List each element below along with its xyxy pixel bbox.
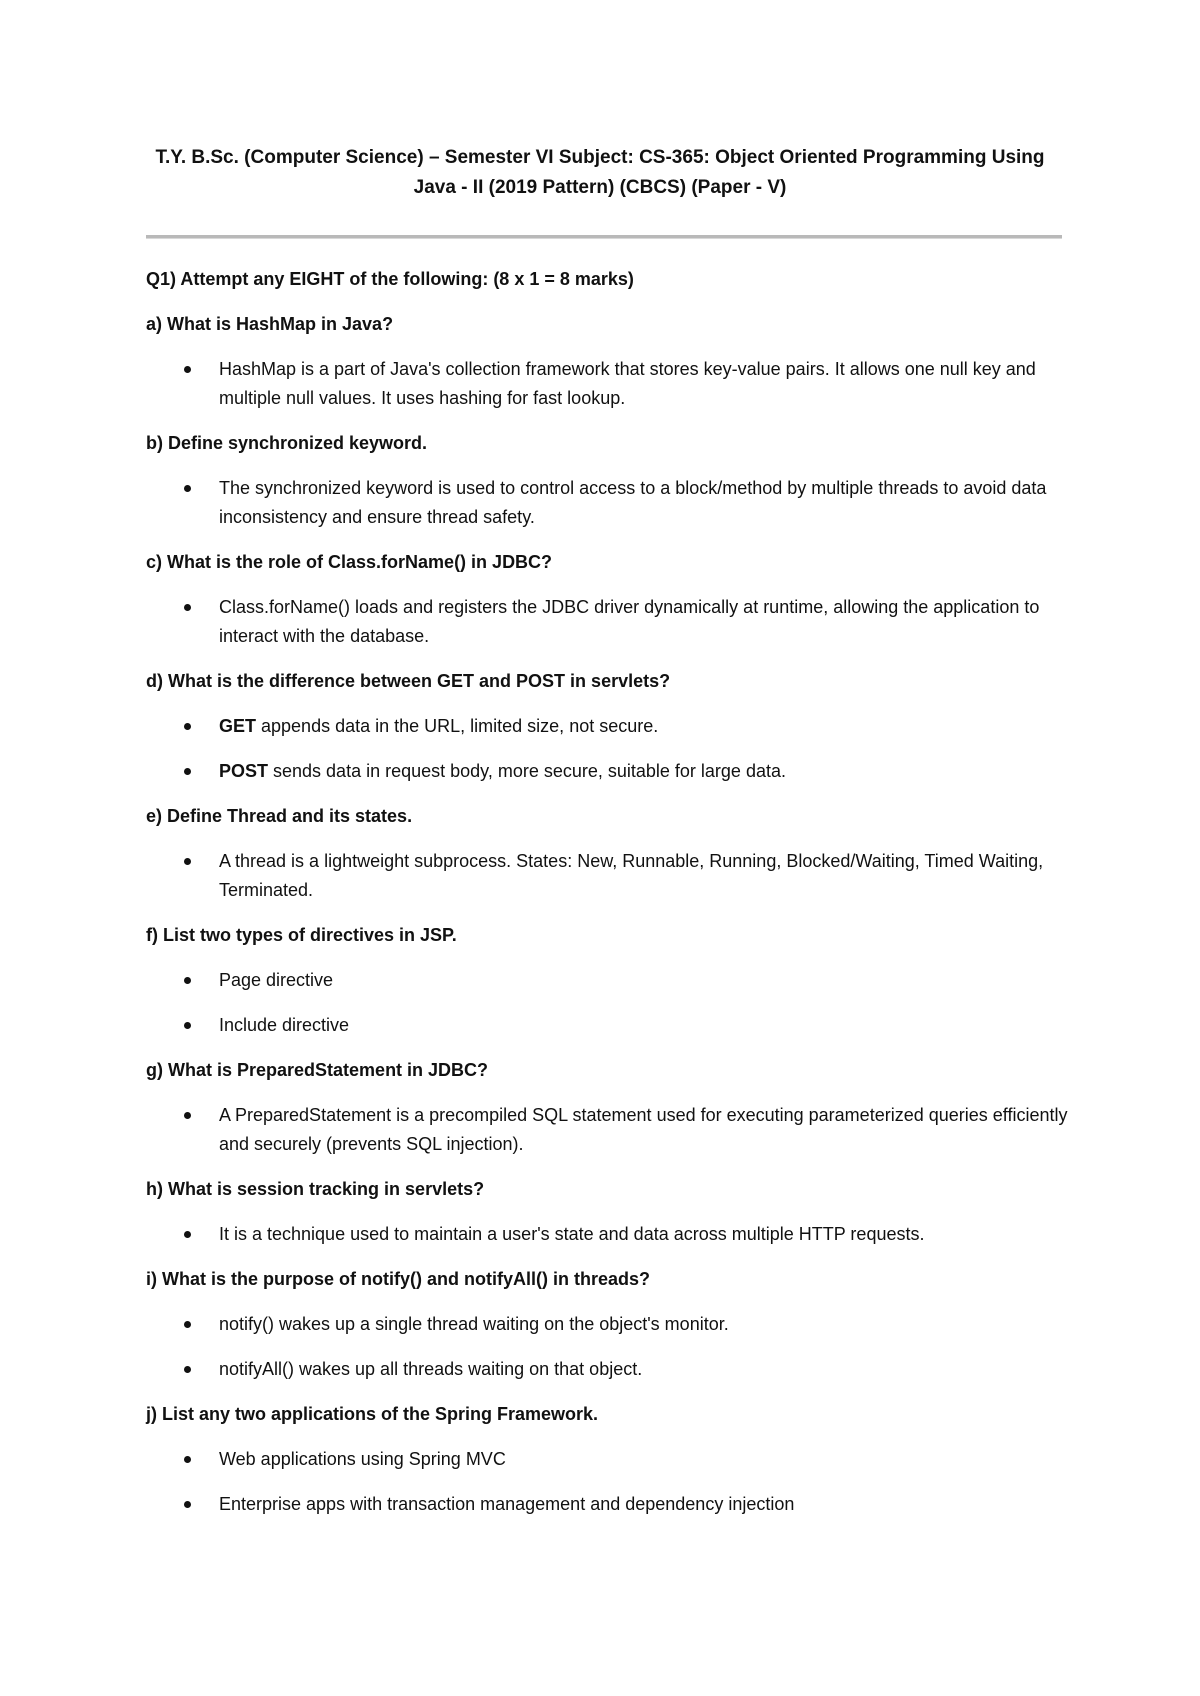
answer-text: HashMap is a part of Java's collection framework that stores key-value pairs. It allows one null key and multiple null values. It uses hashing for fast lookup. bbox=[219, 359, 1036, 408]
bullet-icon bbox=[184, 1366, 191, 1373]
bullet-icon bbox=[184, 1022, 191, 1029]
question-block bbox=[146, 1265, 1076, 1384]
bullet-icon bbox=[184, 1501, 191, 1508]
bullet-icon bbox=[184, 1456, 191, 1463]
header-title-line-1: T.Y. B.Sc. (Computer Science) – Semester VI Subject: CS-365: Object Oriented Programming Using bbox=[155, 147, 1045, 168]
question-block bbox=[146, 310, 1076, 413]
answer-text: Class.forName() loads and registers the JDBC driver dynamically at runtime, allowing the application to interact with the database. bbox=[219, 597, 1040, 646]
question-label: c) What is the role of Class.forName() in JDBC? bbox=[146, 552, 553, 572]
header-title-line-2: Java - II (2019 Pattern) (CBCS) (Paper - V) bbox=[413, 177, 787, 198]
question-label: j) List any two applications of the Spring Framework. bbox=[146, 1404, 599, 1424]
answer-text: The synchronized keyword is used to control access to a block/method by multiple threads to avoid data inconsistency and ensure thread safety. bbox=[219, 478, 1047, 527]
question-block bbox=[146, 429, 1076, 532]
bullet-icon bbox=[184, 1231, 191, 1238]
answer-text: Web applications using Spring MVC bbox=[219, 1449, 506, 1469]
header-divider bbox=[146, 235, 1062, 239]
answer-text: A thread is a lightweight subprocess. States: New, Runnable, Running, Blocked/Waiting, Timed Waiting, Terminated. bbox=[219, 851, 1044, 900]
answer-item bbox=[146, 1101, 1076, 1159]
question-label: g) What is PreparedStatement in JDBC? bbox=[146, 1060, 489, 1080]
answer-item bbox=[146, 1011, 1076, 1040]
answer-list bbox=[146, 712, 1076, 786]
answer-text: appends data in the URL, limited size, not secure. bbox=[256, 716, 659, 736]
question-label: a) What is HashMap in Java? bbox=[146, 314, 394, 334]
bullet-icon bbox=[184, 977, 191, 984]
answer-text: It is a technique used to maintain a user's state and data across multiple HTTP requests. bbox=[219, 1224, 925, 1244]
bullet-icon bbox=[184, 485, 191, 492]
answer-item bbox=[146, 847, 1076, 905]
section-title: Q1) Attempt any EIGHT of the following: (8 x 1 = 8 marks) bbox=[146, 269, 634, 289]
answer-text: Enterprise apps with transaction management and dependency injection bbox=[219, 1494, 795, 1514]
question-block bbox=[146, 802, 1076, 905]
answer-item bbox=[146, 757, 1076, 786]
question-label: h) What is session tracking in servlets? bbox=[146, 1179, 485, 1199]
answer-text: Include directive bbox=[219, 1015, 350, 1035]
question-block bbox=[146, 1056, 1076, 1159]
answer-item bbox=[146, 1310, 1076, 1339]
question-label: e) Define Thread and its states. bbox=[146, 806, 413, 826]
bullet-icon bbox=[184, 1112, 191, 1119]
question-label: f) List two types of directives in JSP. bbox=[146, 925, 457, 945]
answer-list bbox=[146, 1445, 1076, 1519]
answer-list bbox=[146, 966, 1076, 1040]
answer-text: notifyAll() wakes up all threads waiting on that object. bbox=[219, 1359, 643, 1379]
answer-item bbox=[146, 1490, 1076, 1519]
answer-list bbox=[146, 593, 1076, 651]
answer-list bbox=[146, 1310, 1076, 1384]
answer-emphasis: GET bbox=[219, 716, 257, 736]
answer-text: Page directive bbox=[219, 970, 334, 990]
answer-text: notify() wakes up a single thread waiting on the object's monitor. bbox=[219, 1314, 729, 1334]
answer-list bbox=[146, 847, 1076, 905]
bullet-icon bbox=[184, 604, 191, 611]
answer-item bbox=[146, 712, 1076, 741]
question-block bbox=[146, 1175, 1076, 1249]
answer-item bbox=[146, 1355, 1076, 1384]
bullet-icon bbox=[184, 366, 191, 373]
answer-item bbox=[146, 593, 1076, 651]
bullet-icon bbox=[184, 768, 191, 775]
answer-item bbox=[146, 966, 1076, 995]
question-block bbox=[146, 548, 1076, 651]
question-label: b) Define synchronized keyword. bbox=[146, 433, 428, 453]
answer-item bbox=[146, 1220, 1076, 1249]
question-block bbox=[146, 921, 1076, 1040]
question-block bbox=[146, 667, 1076, 786]
bullet-icon bbox=[184, 858, 191, 865]
answer-emphasis: POST bbox=[219, 761, 269, 781]
answer-text: sends data in request body, more secure, suitable for large data. bbox=[268, 761, 786, 781]
answer-item bbox=[146, 474, 1076, 532]
answer-list bbox=[146, 1101, 1076, 1159]
question-block bbox=[146, 1400, 1076, 1519]
answer-item bbox=[146, 1445, 1076, 1474]
answer-list bbox=[146, 474, 1076, 532]
answer-list bbox=[146, 355, 1076, 413]
answer-text: A PreparedStatement is a precompiled SQL statement used for executing parameterized queries efficiently and securely (prevents SQL injection). bbox=[219, 1105, 1068, 1154]
questions-list bbox=[146, 310, 1076, 1519]
answer-list bbox=[146, 1220, 1076, 1249]
bullet-icon bbox=[184, 723, 191, 730]
bullet-icon bbox=[184, 1321, 191, 1328]
question-label: i) What is the purpose of notify() and notifyAll() in threads? bbox=[146, 1269, 650, 1289]
answer-item bbox=[146, 355, 1076, 413]
question-paper-content bbox=[146, 265, 1076, 1535]
question-label: d) What is the difference between GET and POST in servlets? bbox=[146, 671, 671, 691]
document-header bbox=[120, 143, 1080, 203]
